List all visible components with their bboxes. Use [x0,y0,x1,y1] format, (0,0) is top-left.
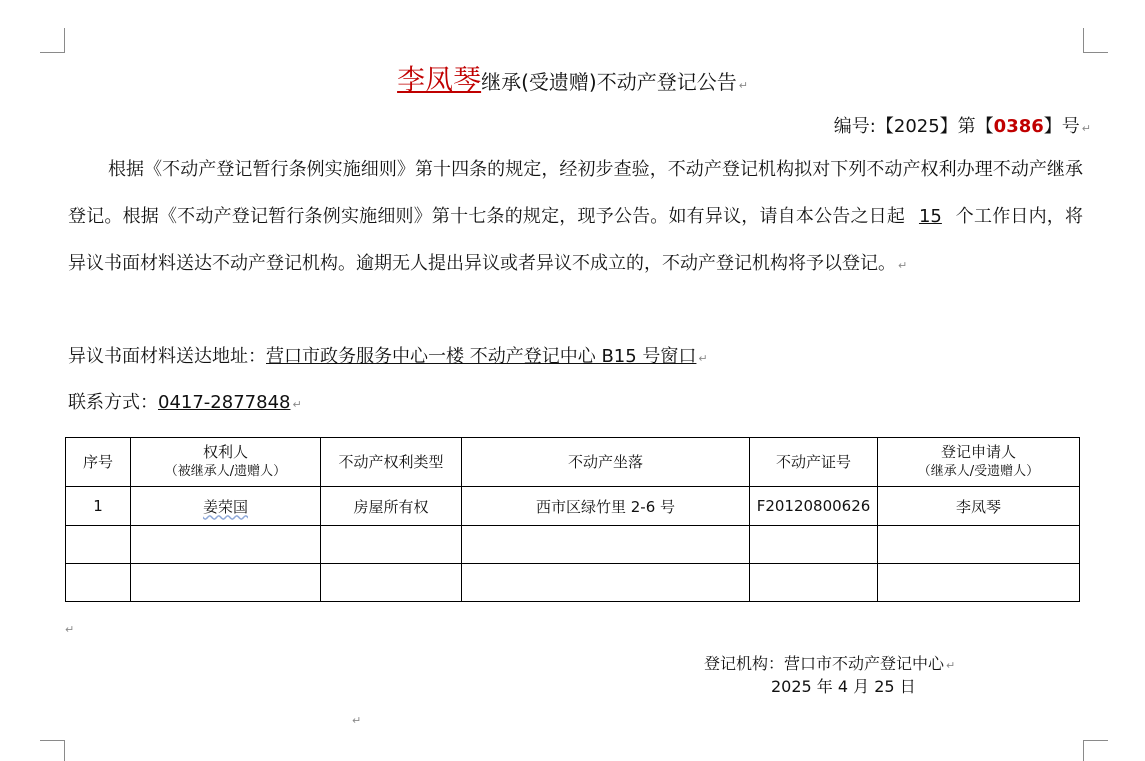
empty-cell [131,526,321,564]
objection-address [68,342,708,368]
paragraph-mark-icon: ↵ [1081,122,1091,135]
header-seq: 序号 [66,438,131,487]
empty-cell [878,564,1080,602]
empty-cell [750,526,878,564]
objection-days: 15 [918,206,942,227]
cell-location: 西市区绿竹里 2-6 号 [462,487,750,526]
empty-cell [462,526,750,564]
empty-cell [462,564,750,602]
title-rest: 继承(受遗赠)不动产登记公告 [481,70,737,94]
contact-label: 联系方式： [68,392,158,413]
header-holder-sub: （被继承人/遗赠人） [164,464,287,479]
cell-seq: 1 [66,487,131,526]
cell-applicant: 李凤琴 [878,487,1080,526]
header-applicant [878,438,1080,487]
empty-cell [321,526,462,564]
address-value: 营口市政务服务中心一楼 不动产登记中心 B15 号窗口 [266,346,697,367]
address-label: 异议书面材料送达地址： [68,346,266,367]
empty-cell [131,564,321,602]
cell-holder [131,487,321,526]
empty-cell [321,564,462,602]
header-location: 不动产坐落 [462,438,750,487]
crop-mark-bottom-right [1083,740,1108,761]
cell-cert: F20120800626 [750,487,878,526]
contact-value: 0417-2877848 [158,392,291,413]
notice-title [0,58,1145,98]
org-text: 登记机构：营口市不动产登记中心 [704,654,945,673]
table-row-empty [66,526,1080,564]
crop-mark-top-left [40,28,65,53]
holder-name: 姜荣国 [202,497,248,516]
header-right-type: 不动产权利类型 [321,438,462,487]
body-part-2: 个工作日内，将异议书面材料送达不动产登记机构。逾期无人提出异议或者异议不成立的，不动产登记机构将予以登记。 [68,206,1083,274]
header-holder-label: 权利人 [202,443,248,461]
notice-body [68,146,1083,289]
paragraph-mark-icon: ↵ [698,352,708,365]
number-value: 0386 [993,116,1044,137]
notice-number [834,112,1091,138]
header-holder [131,438,321,487]
number-prefix: 编号:【2025】第【 [833,116,994,137]
table-row [66,487,1080,526]
crop-mark-bottom-left [40,740,65,761]
table-header-row [66,438,1080,487]
crop-mark-top-right [1083,28,1108,53]
header-cert: 不动产证号 [750,438,878,487]
paragraph-mark-icon: ↵ [352,714,362,727]
empty-cell [878,526,1080,564]
paragraph-mark-icon: ↵ [65,623,75,636]
empty-cell [750,564,878,602]
header-applicant-sub: （继承人/受遗赠人） [917,464,1040,479]
paragraph-mark-icon: ↵ [292,398,302,411]
header-applicant-label: 登记申请人 [940,443,1016,461]
paragraph-mark-icon: ↵ [946,659,956,672]
empty-cell [66,564,131,602]
cell-right-type: 房屋所有权 [321,487,462,526]
number-suffix: 】号 [1043,116,1080,137]
table-row-empty [66,564,1080,602]
title-name: 李凤琴 [397,63,482,96]
notice-date: 2025 年 4 月 25 日 [771,677,916,696]
body-part-1: 根据《不动产登记暂行条例实施细则》第十四条的规定，经初步查验，不动产登记机构拟对下列不动产权利办理不动产继承登记。根据《不动产登记暂行条例实施细则》第十七条的规定，现予公告。如有异议，请自本公告之日起 [68,159,1083,227]
contact-info [68,388,302,414]
empty-cell [66,526,131,564]
registration-org [704,651,955,674]
paragraph-mark-icon: ↵ [738,79,748,92]
registration-table [65,437,1080,602]
paragraph-mark-icon: ↵ [898,259,908,272]
